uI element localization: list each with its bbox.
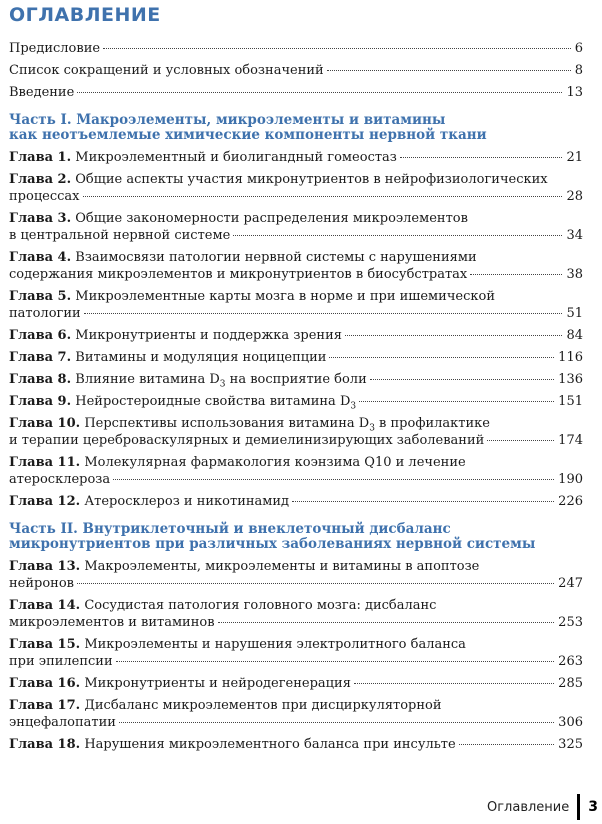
leader-dots bbox=[83, 196, 563, 197]
running-header: Оглавление bbox=[486, 799, 570, 815]
leader-dots bbox=[400, 157, 563, 158]
page-number: 263 bbox=[558, 654, 583, 669]
chapter-label: Глава 18. bbox=[9, 737, 81, 752]
chapter-label: Глава 14. bbox=[9, 598, 81, 613]
chapter-label: Глава 11. bbox=[9, 455, 81, 470]
page-number: 190 bbox=[558, 472, 583, 487]
page-number: 306 bbox=[558, 715, 583, 730]
page-number: 226 bbox=[558, 494, 583, 509]
toc-entry-introduction[interactable] bbox=[9, 84, 583, 101]
toc-chapter-7[interactable]: Глава 7. Витамины и модуляция ноцицепции 116 bbox=[9, 350, 583, 365]
toc-chapter-2[interactable]: Глава 2. Общие аспекты участия микронутриентов в нейрофизиологических процессах 28 bbox=[9, 172, 583, 204]
toc-chapter-18[interactable]: Глава 18. Нарушения микроэлементного баланса при инсульте 325 bbox=[9, 737, 583, 752]
toc-chapter-17[interactable]: Глава 17. Дисбаланс микроэлементов при дисциркуляторной энцефалопатии 306 bbox=[9, 698, 583, 730]
page-number: 28 bbox=[566, 189, 583, 204]
leader-dots bbox=[119, 722, 554, 723]
toc-chapter-9[interactable]: Глава 9. Нейростероидные свойства витамина $D_3$ 151 bbox=[9, 394, 583, 412]
leader-dots bbox=[103, 48, 571, 49]
page-number: 151 bbox=[558, 394, 583, 409]
leader-dots bbox=[459, 744, 554, 745]
part-1-heading[interactable]: Часть I. Макроэлементы, микроэлементы и витамины как неотъемлемые химические компоненты нервной ткани bbox=[9, 112, 487, 143]
toc-chapter-1[interactable]: Глава 1. Микроэлементный и биолигандный гомеостаз 21 bbox=[9, 150, 583, 165]
chapter-label: Глава 9. bbox=[9, 394, 72, 409]
page-number: 285 bbox=[558, 676, 583, 691]
toc-chapter-6[interactable]: Глава 6. Микронутриенты и поддержка зрения 84 bbox=[9, 328, 583, 343]
leader-dots bbox=[487, 440, 554, 441]
page-number: 21 bbox=[566, 150, 583, 165]
toc-entry-abbreviations[interactable] bbox=[9, 62, 583, 79]
entry-title: Введение bbox=[9, 85, 75, 100]
page-number: 136 bbox=[558, 372, 583, 387]
page-number: 8 bbox=[574, 63, 583, 78]
page-title: ОГЛАВЛЕНИЕ bbox=[9, 4, 161, 26]
page-number: 51 bbox=[566, 306, 583, 321]
leader-dots bbox=[359, 401, 554, 402]
page-number: 84 bbox=[566, 328, 583, 343]
page-number: 247 bbox=[558, 576, 583, 591]
page-number: 34 bbox=[566, 228, 583, 243]
chapter-label: Глава 3. bbox=[9, 211, 72, 226]
toc-chapter-16[interactable]: Глава 16. Микронутриенты и нейродегенерация 285 bbox=[9, 676, 583, 691]
toc-entry-preface[interactable] bbox=[9, 40, 583, 57]
chapter-label: Глава 12. bbox=[9, 494, 81, 509]
page-number: 116 bbox=[558, 350, 583, 365]
page-number-footer: 3 bbox=[588, 799, 598, 815]
leader-dots bbox=[370, 379, 554, 380]
page-footer bbox=[487, 794, 598, 820]
toc-chapter-5[interactable]: Глава 5. Микроэлементные карты мозга в норме и при ишемической патологии 51 bbox=[9, 289, 583, 321]
leader-dots bbox=[345, 335, 563, 336]
chapter-label: Глава 1. bbox=[9, 150, 72, 165]
leader-dots bbox=[329, 357, 554, 358]
part-2-heading[interactable]: Часть II. Внутриклеточный и внеклеточный дисбаланс микронутриентов при различных заболеваниях нервной системы bbox=[9, 521, 536, 552]
page-number: 13 bbox=[566, 85, 583, 100]
toc-chapter-13[interactable]: Глава 13. Макроэлементы, микроэлементы и витамины в апоптозе нейронов 247 bbox=[9, 559, 583, 591]
leader-dots bbox=[113, 479, 554, 480]
leader-dots bbox=[354, 683, 554, 684]
chapter-label: Глава 2. bbox=[9, 172, 72, 187]
toc-chapter-14[interactable]: Глава 14. Сосудистая патология головного мозга: дисбаланс микроэлементов и витаминов 253 bbox=[9, 598, 583, 630]
leader-dots bbox=[116, 661, 555, 662]
chapter-label: Глава 16. bbox=[9, 676, 81, 691]
chapter-label: Глава 4. bbox=[9, 250, 72, 265]
leader-dots bbox=[77, 92, 562, 93]
chapter-label: Глава 8. bbox=[9, 372, 72, 387]
page-number: 38 bbox=[566, 267, 583, 282]
chapter-label: Глава 10. bbox=[9, 416, 81, 431]
toc-chapter-4[interactable]: Глава 4. Взаимосвязи патологии нервной системы с нарушениями содержания микроэлементов и микронутриентов в биосубстратах 38 bbox=[9, 250, 583, 282]
leader-dots bbox=[292, 501, 554, 502]
leader-dots bbox=[470, 274, 562, 275]
toc-chapter-3[interactable]: Глава 3. Общие закономерности распределения микроэлементов в центральной нервной системе 34 bbox=[9, 211, 583, 243]
leader-dots bbox=[84, 313, 563, 314]
toc-chapter-8[interactable]: Глава 8. Влияние витамина $D_3$ на восприятие боли 136 bbox=[9, 372, 583, 390]
chapter-label: Глава 7. bbox=[9, 350, 72, 365]
chapter-label: Глава 17. bbox=[9, 698, 81, 713]
leader-dots bbox=[327, 70, 571, 71]
table-of-contents bbox=[9, 40, 583, 758]
chapter-label: Глава 13. bbox=[9, 559, 81, 574]
toc-chapter-12[interactable]: Глава 12. Атеросклероз и никотинамид 226 bbox=[9, 494, 583, 509]
entry-title: Список сокращений и условных обозначений bbox=[9, 63, 324, 78]
page-number: 253 bbox=[558, 615, 583, 630]
page-number: 174 bbox=[558, 433, 583, 448]
leader-dots bbox=[233, 235, 562, 236]
toc-chapter-11[interactable]: Глава 11. Молекулярная фармакология коэнзима Q10 и лечение атеросклероза 190 bbox=[9, 455, 583, 487]
leader-dots bbox=[77, 583, 554, 584]
entry-title: Предисловие bbox=[9, 41, 101, 56]
leader-dots bbox=[218, 622, 555, 623]
page-number: 6 bbox=[574, 41, 583, 56]
chapter-label: Глава 15. bbox=[9, 637, 81, 652]
page-number: 325 bbox=[558, 737, 583, 752]
toc-chapter-10[interactable]: Глава 10. Перспективы использования витамина $D_3$ в профилактике и терапии цереброваскулярных и демиелинизирующих заболеваний 174 bbox=[9, 416, 583, 448]
toc-chapter-15[interactable]: Глава 15. Микроэлементы и нарушения электролитного баланса при эпилепсии 263 bbox=[9, 637, 583, 669]
chapter-label: Глава 6. bbox=[9, 328, 72, 343]
chapter-label: Глава 5. bbox=[9, 289, 72, 304]
